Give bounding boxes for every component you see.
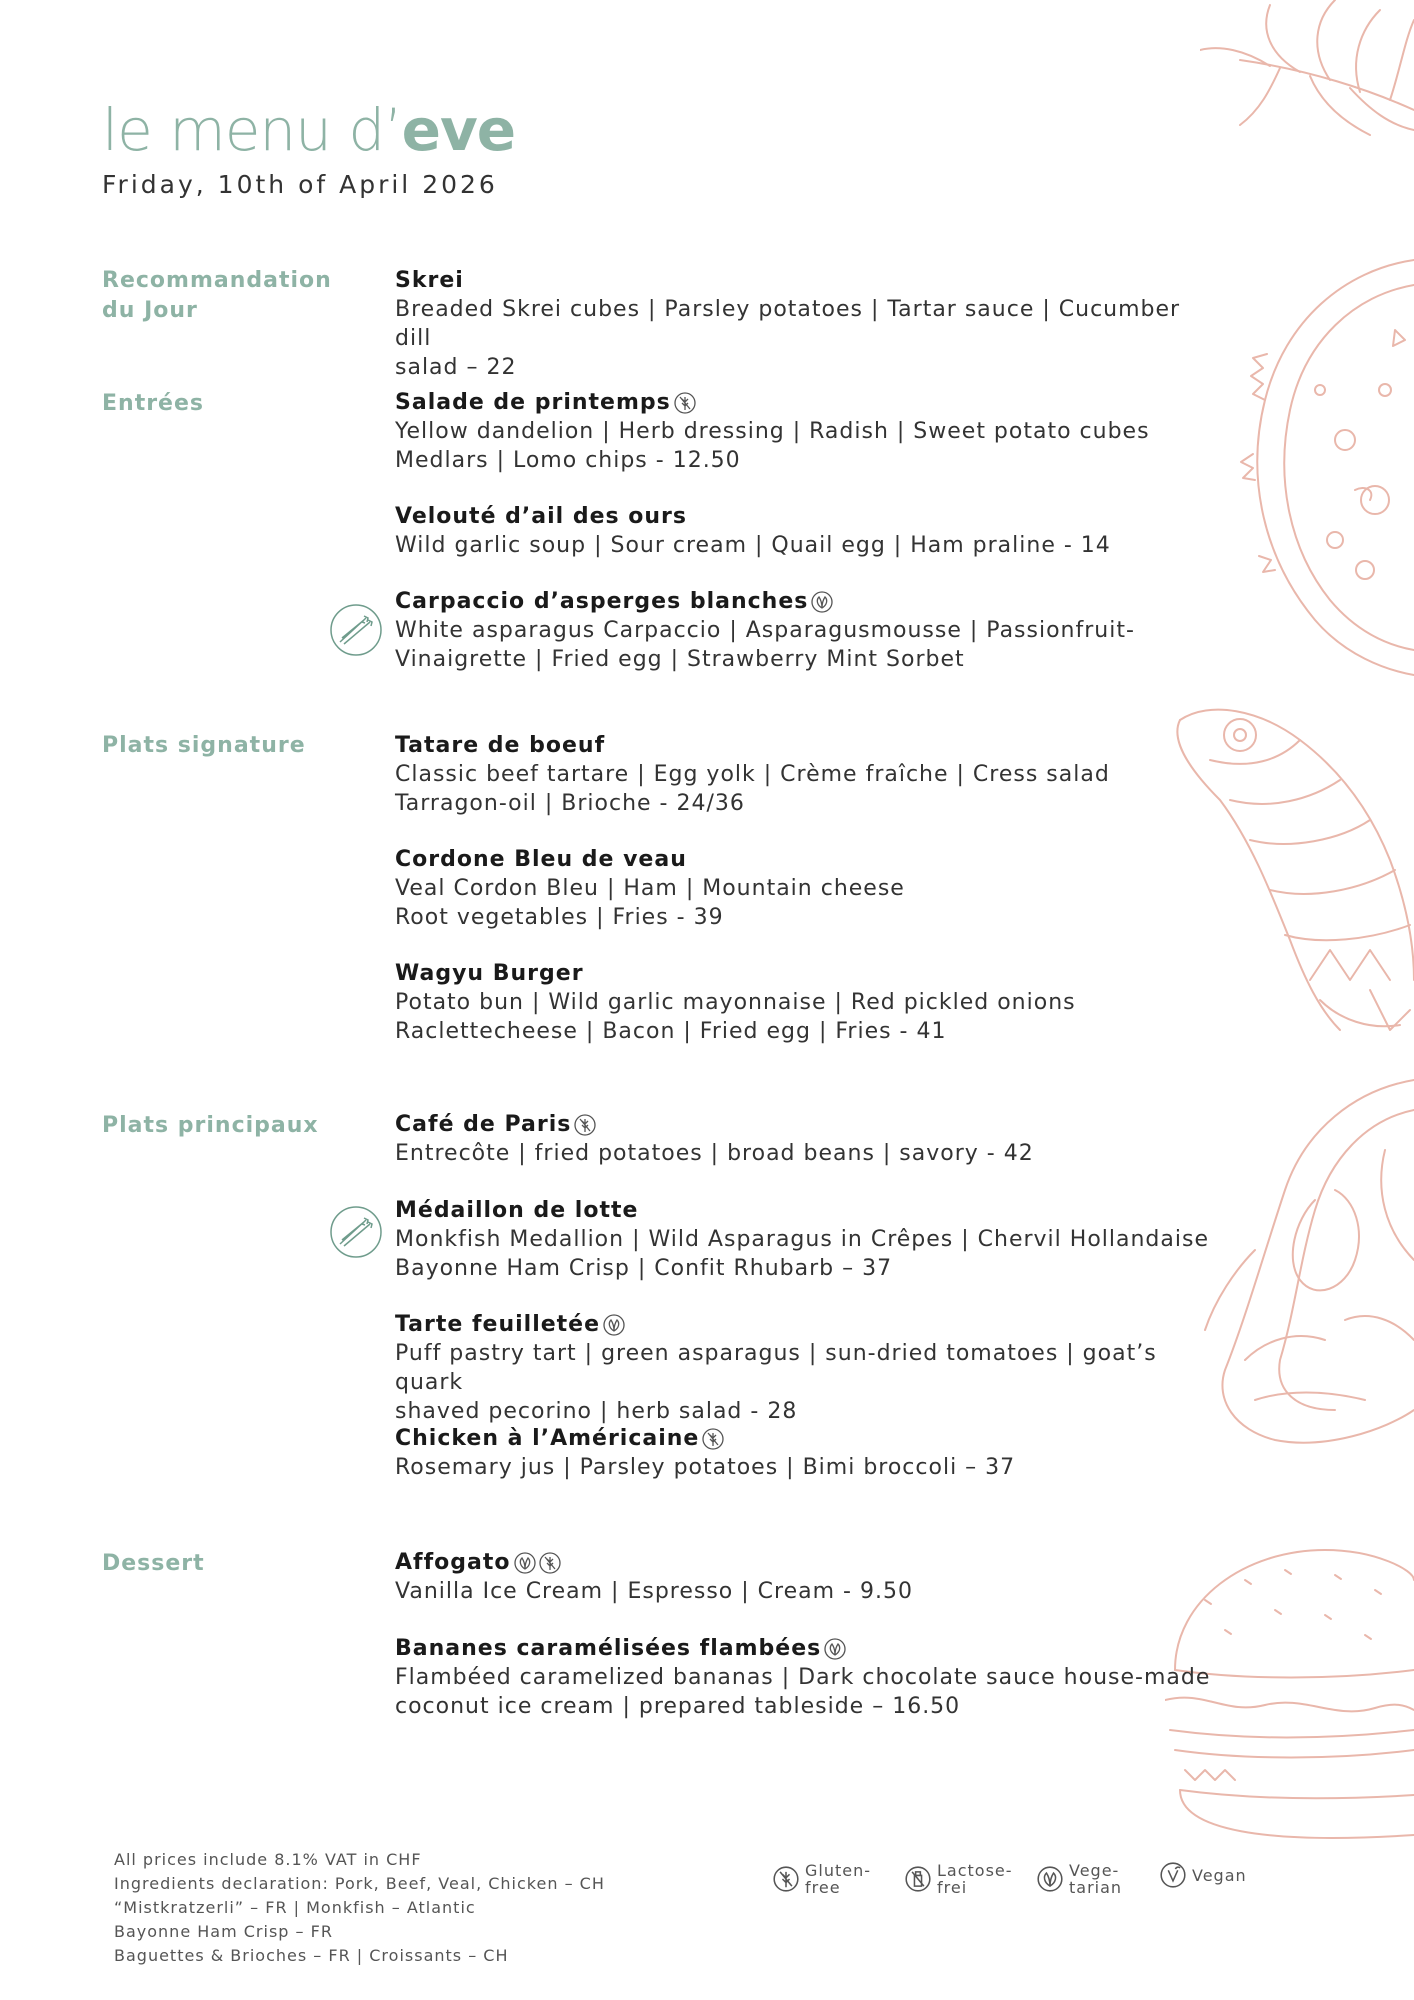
dish-wagyu-burger [395,959,1215,1046]
dish-description: Monkfish Medallion | Wild Asparagus in Crêpes | Chervil Hollandaise Bayonne Ham Crisp | Confit Rhubarb – 37 [395,1227,1209,1281]
dish-cordone-bleu [395,845,1215,932]
legend-label: Lactose- frei [937,1861,1013,1897]
vegetarian-icon [514,1552,536,1574]
section-label-dessert: Dessert [102,1551,205,1576]
dish-name: Affogato [395,1550,511,1575]
dish-description: Entrecôte | fried potatoes | broad beans | savory - 42 [395,1141,1034,1166]
dish-name-row [395,1424,1215,1453]
asparagus-icon [330,604,382,656]
dish-description: White asparagus Carpaccio | Asparagusmousse | Passionfruit- Vinaigrette | Fried egg | Strawberry Mint Sorbet [395,618,1135,672]
legend-gluten-free [773,1862,871,1896]
legend-lactose-free [905,1862,1013,1896]
dish-description: Breaded Skrei cubes | Parsley potatoes | Tartar sauce | Cucumber dill salad – 22 [395,297,1181,380]
gluten-free-icon [773,1866,799,1892]
dish-name: Carpaccio d’asperges blanches [395,589,809,614]
dish-name-row [395,1634,1215,1663]
dish-name-row [395,587,1215,616]
legend-label: Vegan [1192,1865,1247,1885]
footer-note: Ingredients declaration: Pork, Beef, Veal, Chicken – CH [114,1874,605,1893]
section-label-principaux: Plats principaux [102,1113,319,1138]
gluten-free-icon [702,1428,724,1450]
dish-medaillon-de-lotte [395,1196,1215,1283]
dish-name: Velouté d’ail des ours [395,504,687,529]
dish-chicken-americaine [395,1424,1215,1482]
dish-name: Chicken à l’Américaine [395,1426,700,1451]
vegan-icon [1160,1862,1186,1888]
herb-sprig-illustration [1200,0,1414,140]
dish-name: Café de Paris [395,1112,572,1137]
dish-bananes-flambees [395,1634,1215,1721]
vegetarian-icon [824,1638,846,1660]
dish-name: Médaillon de lotte [395,1198,639,1223]
dish-affogato [395,1548,1215,1606]
dish-description: Rosemary jus | Parsley potatoes | Bimi broccoli – 37 [395,1455,1016,1480]
vegetarian-icon [811,591,833,613]
legend-vegetarian [1037,1862,1122,1896]
dish-skrei [395,266,1215,382]
dish-salade-de-printemps [395,388,1215,475]
dish-name: Salade de printemps [395,390,671,415]
section-label-entrees: Entrées [102,391,204,416]
dish-name-row [395,1548,1215,1577]
dish-cafe-de-paris [395,1110,1215,1168]
dish-description: Wild garlic soup | Sour cream | Quail egg | Ham praline - 14 [395,533,1111,558]
section-label-recommandation: Recommandation du Jour [102,268,332,323]
dish-name: Bananes caramélisées flambées [395,1636,822,1661]
dish-veloute-ail-des-ours [395,502,1215,560]
dish-description: Classic beef tartare | Egg yolk | Crème fraîche | Cress salad Tarragon-oil | Brioche - 24/36 [395,762,1110,816]
asparagus-icon [330,1206,382,1258]
dish-description: Vanilla Ice Cream | Espresso | Cream - 9.50 [395,1579,913,1604]
dish-name: Cordone Bleu de veau [395,847,687,872]
dish-description: Yellow dandelion | Herb dressing | Radish | Sweet potato cubes Medlars | Lomo chips - 12.50 [395,419,1150,473]
legend-label: Vege- tarian [1069,1861,1123,1897]
legend-label: Gluten- free [805,1861,872,1897]
dish-name: Skrei [395,268,464,293]
dish-name-row [395,1110,1215,1139]
dish-name: Wagyu Burger [395,961,584,986]
legend-vegan [1160,1862,1247,1888]
vegetarian-icon [1037,1866,1063,1892]
oyster-illustration [1185,1070,1414,1450]
footer-notes [114,1848,605,1968]
dish-name-row [395,1310,1215,1339]
dish-description: Puff pastry tart | green asparagus | sun-dried tomatoes | goat’s quark shaved pecorino | herb salad - 28 [395,1341,1157,1424]
gluten-free-icon [574,1114,596,1136]
dish-name: Tarte feuilletée [395,1312,601,1337]
dish-description: Potato bun | Wild garlic mayonnaise | Red pickled onions Raclettecheese | Bacon | Fried egg | Fries - 41 [395,990,1076,1044]
footer-note: All prices include 8.1% VAT in CHF [114,1850,422,1869]
lactose-free-icon [905,1866,931,1892]
dish-name: Tatare de boeuf [395,733,606,758]
vegetarian-icon [603,1314,625,1336]
dish-tatare-de-boeuf [395,731,1215,818]
tart-illustration [1225,240,1414,680]
dish-tarte-feuilletee [395,1310,1215,1426]
gluten-free-icon [539,1552,561,1574]
section-label-signature: Plats signature [102,733,306,758]
dish-name-row [395,388,1215,417]
menu-title-bold: eve [401,96,516,164]
dish-carpaccio-asperges [395,587,1215,674]
menu-title-light: le menu d’ [102,96,402,164]
dish-description: Flambéed caramelized bananas | Dark chocolate sauce house-made coconut ice cream | prepared tableside – 16.50 [395,1665,1211,1719]
footer-note: Bayonne Ham Crisp – FR [114,1922,333,1941]
menu-title [102,96,515,164]
dish-description: Veal Cordon Bleu | Ham | Mountain cheese Root vegetables | Fries - 39 [395,876,905,930]
menu-date: Friday, 10th of April 2026 [102,170,498,199]
footer-note: “Mistkratzerli” – FR | Monkfish – Atlantic [114,1898,476,1917]
gluten-free-icon [674,392,696,414]
footer-note: Baguettes & Brioches – FR | Croissants – CH [114,1946,509,1965]
